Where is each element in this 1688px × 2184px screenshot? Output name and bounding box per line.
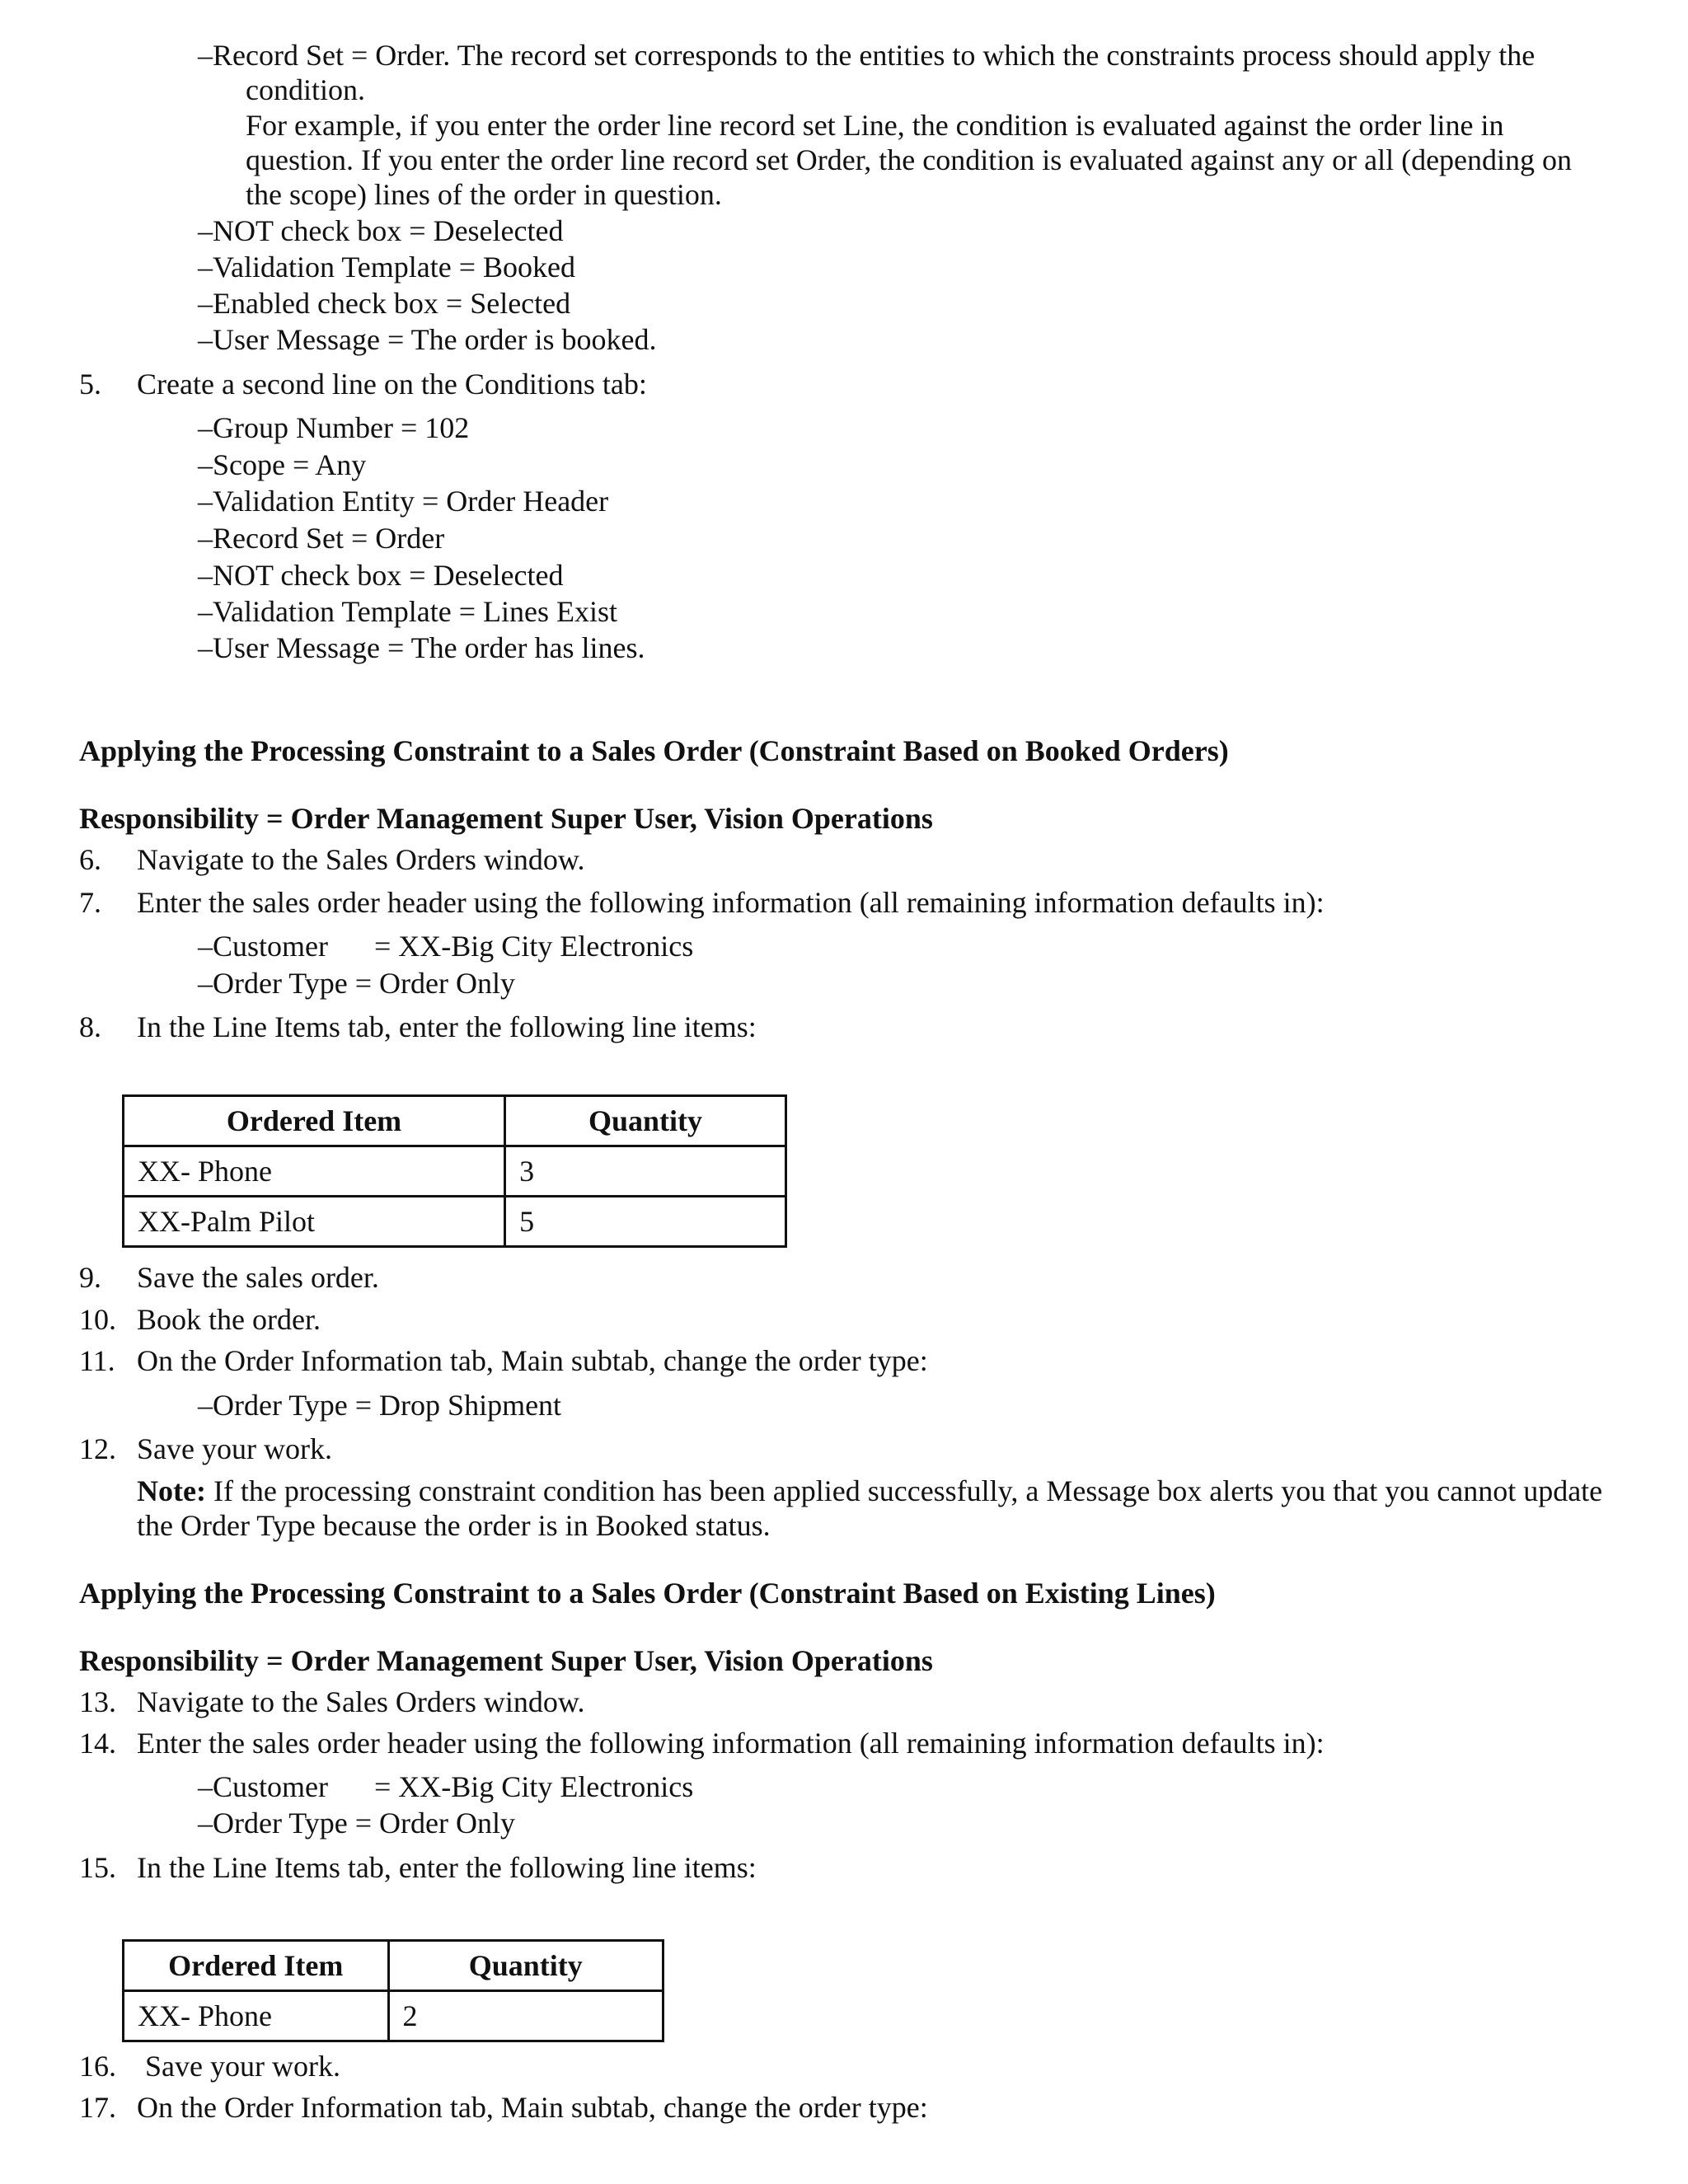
customer-label: –Customer <box>198 930 328 963</box>
responsibility-line: Responsibility = Order Management Super User, Vision Operations <box>79 802 933 835</box>
step-number: 6. <box>79 843 101 876</box>
step-text: Save the sales order. <box>137 1261 379 1294</box>
record-set-item: –Record Set = Order <box>198 522 445 555</box>
step-number: 9. <box>79 1261 101 1294</box>
record-set-item: –Record Set = Order. The record set corresponds to the entities to which the constraints process should apply the <box>198 39 1536 72</box>
validation-template-item: –Validation Template = Booked <box>198 251 576 284</box>
quantity-cell: 5 <box>505 1197 786 1247</box>
step-text: Save your work. <box>145 2050 340 2083</box>
step-text: Save your work. <box>137 1432 332 1465</box>
step-text: Navigate to the Sales Orders window. <box>137 1685 585 1718</box>
step-number: 7. <box>79 886 101 919</box>
table-row <box>124 1197 786 1247</box>
quantity-cell: 2 <box>388 1991 663 2041</box>
customer-item <box>198 1769 693 1804</box>
order-type-item: –Order Type = Order Only <box>198 1807 516 1840</box>
step-number: 13. <box>79 1685 116 1718</box>
validation-template-item: –Validation Template = Lines Exist <box>198 595 618 628</box>
customer-item <box>198 929 693 963</box>
step-text: In the Line Items tab, enter the following line items: <box>137 1851 757 1884</box>
table-row <box>124 1146 786 1197</box>
step-text: Create a second line on the Conditions tab: <box>137 368 647 401</box>
ordered-item-header: Ordered Item <box>124 1096 505 1146</box>
ordered-item-cell: XX- Phone <box>124 1146 505 1197</box>
step-number: 8. <box>79 1010 101 1043</box>
ordered-item-header: Ordered Item <box>124 1941 389 1991</box>
quantity-cell: 3 <box>505 1146 786 1197</box>
note-label: Note: <box>137 1474 206 1507</box>
step-number: 10. <box>79 1303 116 1336</box>
step-text: On the Order Information tab, Main subtab, change the order type: <box>137 1344 928 1377</box>
table-header-row <box>124 1096 786 1146</box>
record-set-continuation: condition. <box>246 73 365 106</box>
step-text: Enter the sales order header using the following information (all remaining information defaults in): <box>137 886 1325 919</box>
example-line-1: For example, if you enter the order line record set Line, the condition is evaluated against the order line in <box>246 109 1504 142</box>
enabled-checkbox-item: –Enabled check box = Selected <box>198 287 571 320</box>
ordered-item-cell: XX- Phone <box>124 1991 389 2041</box>
line-items-table <box>122 1094 787 1248</box>
table-row <box>124 1991 663 2041</box>
step-number: 16. <box>79 2050 116 2083</box>
step-number: 5. <box>79 368 101 401</box>
customer-value: = XX-Big City Electronics <box>374 930 694 963</box>
note-line <box>137 1474 1602 1508</box>
step-text: In the Line Items tab, enter the following line items: <box>137 1010 757 1043</box>
step-number: 11. <box>79 1344 115 1377</box>
step-number: 15. <box>79 1851 116 1884</box>
quantity-header: Quantity <box>505 1096 786 1146</box>
step-number: 14. <box>79 1727 116 1760</box>
not-checkbox-item: –NOT check box = Deselected <box>198 559 564 592</box>
user-message-item: –User Message = The order is booked. <box>198 323 657 356</box>
step-text: On the Order Information tab, Main subtab, change the order type: <box>137 2091 928 2124</box>
note-continuation: the Order Type because the order is in Booked status. <box>137 1509 771 1542</box>
group-number-item: –Group Number = 102 <box>198 411 470 444</box>
example-line-3: the scope) lines of the order in question. <box>246 178 722 211</box>
step-text: Enter the sales order header using the following information (all remaining information defaults in): <box>137 1727 1325 1760</box>
step-number: 12. <box>79 1432 116 1465</box>
customer-label: –Customer <box>198 1770 328 1803</box>
user-message-item: –User Message = The order has lines. <box>198 631 645 664</box>
section-heading: Applying the Processing Constraint to a Sales Order (Constraint Based on Existing Lines) <box>79 1577 1216 1610</box>
quantity-header: Quantity <box>388 1941 663 1991</box>
step-number: 17. <box>79 2091 116 2124</box>
note-text: If the processing constraint condition has been applied successfully, a Message box alerts you that you cannot update <box>205 1474 1603 1507</box>
table-header-row <box>124 1941 663 1991</box>
scope-item: –Scope = Any <box>198 448 367 481</box>
not-checkbox-item: –NOT check box = Deselected <box>198 214 564 247</box>
line-items-table <box>122 1939 664 2042</box>
validation-entity-item: –Validation Entity = Order Header <box>198 485 609 518</box>
step-text: Book the order. <box>137 1303 321 1336</box>
order-type-item: –Order Type = Drop Shipment <box>198 1389 562 1422</box>
ordered-item-cell: XX-Palm Pilot <box>124 1197 505 1247</box>
order-type-item: –Order Type = Order Only <box>198 967 516 1000</box>
responsibility-line: Responsibility = Order Management Super User, Vision Operations <box>79 1644 933 1677</box>
customer-value: = XX-Big City Electronics <box>374 1770 694 1803</box>
section-heading: Applying the Processing Constraint to a Sales Order (Constraint Based on Booked Orders) <box>79 734 1229 767</box>
step-text: Navigate to the Sales Orders window. <box>137 843 585 876</box>
example-line-2: question. If you enter the order line record set Order, the condition is evaluated against any or all (depending on <box>246 143 1573 176</box>
